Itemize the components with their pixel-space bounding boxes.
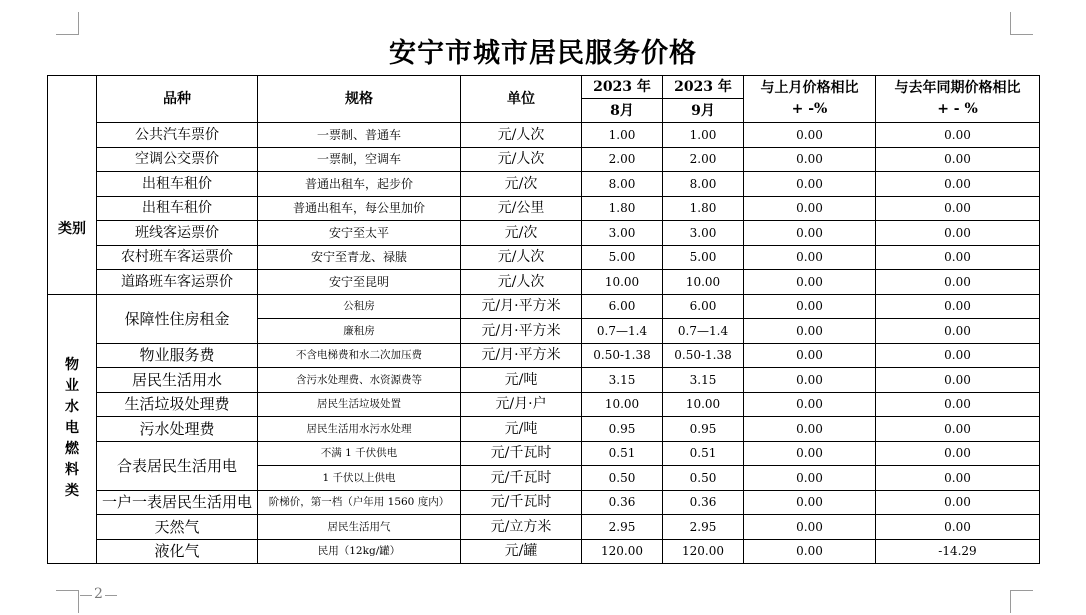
- cell-variety: 合表居民生活用电: [97, 441, 258, 490]
- cell-price-aug: 8.00: [582, 172, 663, 197]
- cell-spec: 公租房: [258, 294, 461, 319]
- header-spec: 规格: [258, 76, 461, 123]
- cell-mom-change: 0.00: [744, 441, 876, 466]
- cell-price-aug: 0.50-1.38: [582, 343, 663, 368]
- cell-price-aug: 6.00: [582, 294, 663, 319]
- cell-spec: 居民生活垃圾处置: [258, 392, 461, 417]
- cell-spec: 廉租房: [258, 319, 461, 344]
- cell-price-sep: 0.36: [663, 490, 744, 515]
- cell-variety: 居民生活用水: [97, 368, 258, 393]
- cell-price-aug: 3.00: [582, 221, 663, 246]
- cell-variety: 液化气: [97, 539, 258, 564]
- cell-unit: 元/月·平方米: [461, 343, 582, 368]
- cell-unit: 元/千瓦时: [461, 490, 582, 515]
- header-year-aug: 2023 年: [582, 76, 663, 99]
- cell-spec: 居民生活用气: [258, 515, 461, 540]
- cell-spec: 普通出租车，起步价: [258, 172, 461, 197]
- table-row: [48, 221, 1040, 246]
- cell-price-aug: 0.7—1.4: [582, 319, 663, 344]
- cell-spec: 民用（12kg/罐）: [258, 539, 461, 564]
- cell-price-aug: 120.00: [582, 539, 663, 564]
- header-yoy: [876, 76, 1040, 123]
- cell-mom-change: 0.00: [744, 196, 876, 221]
- cell-spec: 安宁至青龙、禄脿: [258, 245, 461, 270]
- cell-price-sep: 6.00: [663, 294, 744, 319]
- cell-mom-change: 0.00: [744, 147, 876, 172]
- cell-price-aug: 10.00: [582, 270, 663, 295]
- table-row: [48, 490, 1040, 515]
- table-row: [48, 441, 1040, 466]
- cell-price-sep: 8.00: [663, 172, 744, 197]
- cell-mom-change: 0.00: [744, 270, 876, 295]
- cell-mom-change: 0.00: [744, 466, 876, 491]
- header-mom-line2: + -%: [791, 101, 828, 117]
- cell-spec: 1 千伏以上供电: [258, 466, 461, 491]
- cell-unit: 元/次: [461, 221, 582, 246]
- cell-mom-change: 0.00: [744, 221, 876, 246]
- cell-mom-change: 0.00: [744, 319, 876, 344]
- cell-unit: 元/罐: [461, 539, 582, 564]
- header-unit: 单位: [461, 76, 582, 123]
- table-row: [48, 294, 1040, 319]
- cell-variety: 班线客运票价: [97, 221, 258, 246]
- cell-variety: 物业服务费: [97, 343, 258, 368]
- cell-price-sep: 5.00: [663, 245, 744, 270]
- cell-price-aug: 0.95: [582, 417, 663, 442]
- cell-unit: 元/公里: [461, 196, 582, 221]
- cell-spec: 阶梯价，第一档（户年用 1560 度内）: [258, 490, 461, 515]
- cell-variety: 出租车租价: [97, 196, 258, 221]
- cell-spec: 居民生活用水污水处理: [258, 417, 461, 442]
- table-row: [48, 417, 1040, 442]
- crop-mark-bottom-left: [56, 590, 79, 613]
- cell-variety: 保障性住房租金: [97, 294, 258, 343]
- cell-spec: 一票制、普通车: [258, 123, 461, 148]
- cell-price-aug: 0.51: [582, 441, 663, 466]
- cell-mom-change: 0.00: [744, 343, 876, 368]
- category-utilities-label: 物业水电燃料类: [65, 357, 79, 500]
- table-row: [48, 343, 1040, 368]
- header-yoy-line1: 与去年同期价格相比: [894, 80, 1021, 96]
- cell-price-aug: 2.00: [582, 147, 663, 172]
- cell-variety: 公共汽车票价: [97, 123, 258, 148]
- crop-mark-bottom-right: [1010, 590, 1033, 613]
- table-row: [48, 123, 1040, 148]
- cell-unit: 元/千瓦时: [461, 441, 582, 466]
- cell-mom-change: 0.00: [744, 172, 876, 197]
- header-year-sep: 2023 年: [663, 76, 744, 99]
- cell-unit: 元/吨: [461, 368, 582, 393]
- header-yoy-line2: + - %: [937, 101, 978, 117]
- cell-yoy-change: 0.00: [876, 515, 1040, 540]
- crop-mark-top-left: [56, 12, 79, 35]
- price-table: [47, 75, 1040, 564]
- header-month-sep: 9月: [663, 99, 744, 123]
- cell-unit: 元/月·户: [461, 392, 582, 417]
- header-variety: 品种: [97, 76, 258, 123]
- cell-price-aug: 1.80: [582, 196, 663, 221]
- cell-yoy-change: 0.00: [876, 147, 1040, 172]
- cell-spec: 普通出租车，每公里加价: [258, 196, 461, 221]
- cell-yoy-change: 0.00: [876, 343, 1040, 368]
- cell-price-sep: 0.95: [663, 417, 744, 442]
- cell-spec: 一票制，空调车: [258, 147, 461, 172]
- cell-price-aug: 0.36: [582, 490, 663, 515]
- cell-unit: 元/人次: [461, 123, 582, 148]
- category-transport: 类别: [48, 76, 97, 295]
- cell-variety: 出租车租价: [97, 172, 258, 197]
- header-row-1: [48, 76, 1040, 99]
- header-month-aug: 8月: [582, 99, 663, 123]
- cell-price-sep: 3.15: [663, 368, 744, 393]
- cell-yoy-change: 0.00: [876, 441, 1040, 466]
- cell-price-sep: 3.00: [663, 221, 744, 246]
- cell-mom-change: 0.00: [744, 368, 876, 393]
- cell-unit: 元/次: [461, 172, 582, 197]
- category-utilities: [48, 294, 97, 564]
- cell-mom-change: 0.00: [744, 392, 876, 417]
- cell-unit: 元/月·平方米: [461, 294, 582, 319]
- cell-yoy-change: 0.00: [876, 172, 1040, 197]
- cell-spec: 含污水处理费、水资源费等: [258, 368, 461, 393]
- table-row: [48, 515, 1040, 540]
- cell-yoy-change: 0.00: [876, 466, 1040, 491]
- cell-unit: 元/人次: [461, 245, 582, 270]
- cell-yoy-change: 0.00: [876, 417, 1040, 442]
- cell-price-sep: 0.50: [663, 466, 744, 491]
- cell-unit: 元/人次: [461, 270, 582, 295]
- cell-price-aug: 10.00: [582, 392, 663, 417]
- cell-yoy-change: 0.00: [876, 196, 1040, 221]
- cell-price-sep: 2.95: [663, 515, 744, 540]
- cell-yoy-change: 0.00: [876, 392, 1040, 417]
- table-row: [48, 245, 1040, 270]
- table-row: [48, 368, 1040, 393]
- cell-mom-change: 0.00: [744, 294, 876, 319]
- cell-yoy-change: 0.00: [876, 294, 1040, 319]
- header-mom-line1: 与上月价格相比: [760, 80, 859, 96]
- cell-yoy-change: 0.00: [876, 490, 1040, 515]
- document-title: 安宁市城市居民服务价格: [389, 38, 697, 69]
- cell-variety: 天然气: [97, 515, 258, 540]
- cell-variety: 空调公交票价: [97, 147, 258, 172]
- cell-mom-change: 0.00: [744, 417, 876, 442]
- table-row: [48, 270, 1040, 295]
- cell-yoy-change: 0.00: [876, 319, 1040, 344]
- cell-price-aug: 5.00: [582, 245, 663, 270]
- cell-price-sep: 1.00: [663, 123, 744, 148]
- cell-mom-change: 0.00: [744, 515, 876, 540]
- cell-spec: 安宁至昆明: [258, 270, 461, 295]
- cell-price-sep: 0.50-1.38: [663, 343, 744, 368]
- cell-variety: 生活垃圾处理费: [97, 392, 258, 417]
- cell-variety: 农村班车客运票价: [97, 245, 258, 270]
- table-row: [48, 172, 1040, 197]
- cell-price-aug: 1.00: [582, 123, 663, 148]
- cell-yoy-change: -14.29: [876, 539, 1040, 564]
- header-mom: [744, 76, 876, 123]
- cell-price-sep: 2.00: [663, 147, 744, 172]
- cell-unit: 元/月·平方米: [461, 319, 582, 344]
- cell-price-sep: 10.00: [663, 392, 744, 417]
- crop-mark-top-right: [1010, 12, 1033, 35]
- table-row: [48, 539, 1040, 564]
- cell-unit: 元/立方米: [461, 515, 582, 540]
- cell-yoy-change: 0.00: [876, 221, 1040, 246]
- cell-spec: 安宁至太平: [258, 221, 461, 246]
- cell-variety: 道路班车客运票价: [97, 270, 258, 295]
- cell-price-sep: 120.00: [663, 539, 744, 564]
- cell-unit: 元/千瓦时: [461, 466, 582, 491]
- table-row: [48, 196, 1040, 221]
- cell-yoy-change: 0.00: [876, 368, 1040, 393]
- cell-price-sep: 0.7—1.4: [663, 319, 744, 344]
- cell-unit: 元/人次: [461, 147, 582, 172]
- cell-unit: 元/吨: [461, 417, 582, 442]
- cell-price-sep: 0.51: [663, 441, 744, 466]
- cell-yoy-change: 0.00: [876, 270, 1040, 295]
- cell-price-sep: 1.80: [663, 196, 744, 221]
- cell-variety: 污水处理费: [97, 417, 258, 442]
- table-row: [48, 147, 1040, 172]
- cell-yoy-change: 0.00: [876, 245, 1040, 270]
- cell-mom-change: 0.00: [744, 123, 876, 148]
- cell-mom-change: 0.00: [744, 245, 876, 270]
- cell-price-sep: 10.00: [663, 270, 744, 295]
- page-number: 2: [94, 586, 103, 602]
- cell-mom-change: 0.00: [744, 539, 876, 564]
- cell-price-aug: 3.15: [582, 368, 663, 393]
- cell-yoy-change: 0.00: [876, 123, 1040, 148]
- cell-spec: 不含电梯费和水二次加压费: [258, 343, 461, 368]
- cell-price-aug: 2.95: [582, 515, 663, 540]
- cell-mom-change: 0.00: [744, 490, 876, 515]
- cell-spec: 不满 1 千伏供电: [258, 441, 461, 466]
- cell-variety: 一户一表居民生活用电: [97, 490, 258, 515]
- table-row: [48, 392, 1040, 417]
- cell-price-aug: 0.50: [582, 466, 663, 491]
